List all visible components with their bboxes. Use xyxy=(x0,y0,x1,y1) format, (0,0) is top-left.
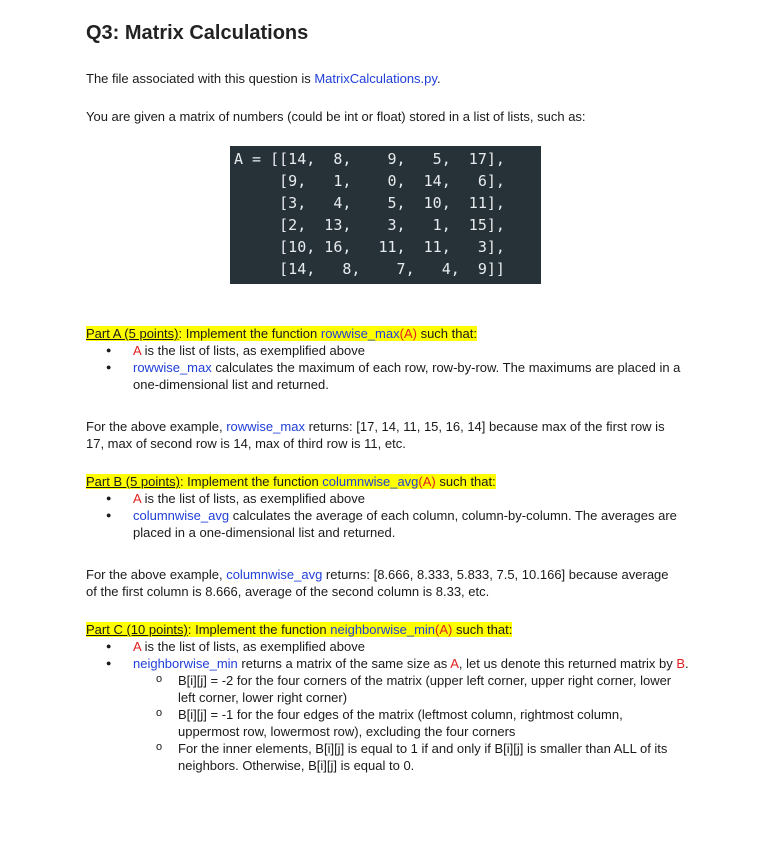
part-c-label: Part C (10 points) xyxy=(86,622,188,637)
part-a-section xyxy=(86,325,686,393)
list-item: ● A is the list of lists, as exemplified above xyxy=(86,490,686,507)
file-line-suffix: . xyxy=(436,71,441,86)
part-a-list xyxy=(86,342,686,393)
filename: MatrixCalculations.py xyxy=(314,71,437,86)
sub-list-item: o B[i][j] = -1 for the four edges of the matrix (leftmost column, rightmost column, uppermost row, lowermost row), excluding the four corners xyxy=(86,706,678,740)
part-c-section xyxy=(86,621,689,774)
list-item: ● neighborwise_min returns a matrix of the same size as A, let us denote this returned matrix by B. xyxy=(86,655,693,672)
list-item: ● A is the list of lists, as exemplified above xyxy=(86,342,686,359)
part-b-section xyxy=(86,473,686,541)
page-title: Q3: Matrix Calculations xyxy=(86,22,309,44)
part-c-heading: Part C (10 points): Implement the function neighborwise_min(A) such that: xyxy=(86,622,513,637)
code-block xyxy=(230,146,541,284)
part-a-func: rowwise_max xyxy=(320,326,400,341)
part-b-func: columnwise_avg xyxy=(322,474,419,489)
matrix-code: A = [[14, 8, 9, 5, 17], [9, 1, 0, 14, 6], [3, 4, 5, 10, 11], [2, 13, 3, 1, 15], [10, 16, 11, 11, 3], [14, 8, 7, 4, 9]] xyxy=(234,150,505,278)
part-b-example: For the above example, columnwise_avg returns: [8.666, 8.333, 5.833, 7.5, 10.166] because average of the first column is 8.666, average of the second column is 8.33, etc. xyxy=(86,567,669,599)
part-b-list xyxy=(86,490,686,541)
list-item: ● rowwise_max calculates the maximum of each row, row-by-row. The maximums are placed in a one-dimensional list and returned. xyxy=(86,359,693,393)
part-a-label: Part A (5 points) xyxy=(86,326,179,341)
part-b-label: Part B (5 points) xyxy=(86,474,180,489)
file-line xyxy=(86,70,441,87)
list-item: ● columnwise_avg calculates the average of each column, column-by-column. The averages are placed in a one-dimensional list and returned. xyxy=(86,507,693,541)
list-item: ● A is the list of lists, as exemplified above xyxy=(86,638,686,655)
part-c-func: neighborwise_min xyxy=(330,622,436,637)
sub-list-item: o B[i][j] = -2 for the four corners of the matrix (upper left corner, upper right corner, lower left corner, lower right corner) xyxy=(86,672,678,706)
part-a-example: For the above example, rowwise_max returns: [17, 14, 11, 15, 16, 14] because max of the first row is 17, max of second row is 14, max of third row is 11, etc. xyxy=(86,419,665,451)
part-a-heading: Part A (5 points): Implement the function rowwise_max(A) such that: xyxy=(86,326,477,341)
sub-list-item: o For the inner elements, B[i][j] is equal to 1 if and only if B[i][j] is smaller than ALL of its neighbors. Otherwise, B[i][j] is equal to 0. xyxy=(86,740,688,774)
intro-text: You are given a matrix of numbers (could be int or float) stored in a list of lists, such as: xyxy=(86,109,586,124)
part-c-list xyxy=(86,638,689,774)
part-b-heading: Part B (5 points): Implement the function columnwise_avg(A) such that: xyxy=(86,474,496,489)
file-line-prefix: The file associated with this question is xyxy=(86,71,315,86)
